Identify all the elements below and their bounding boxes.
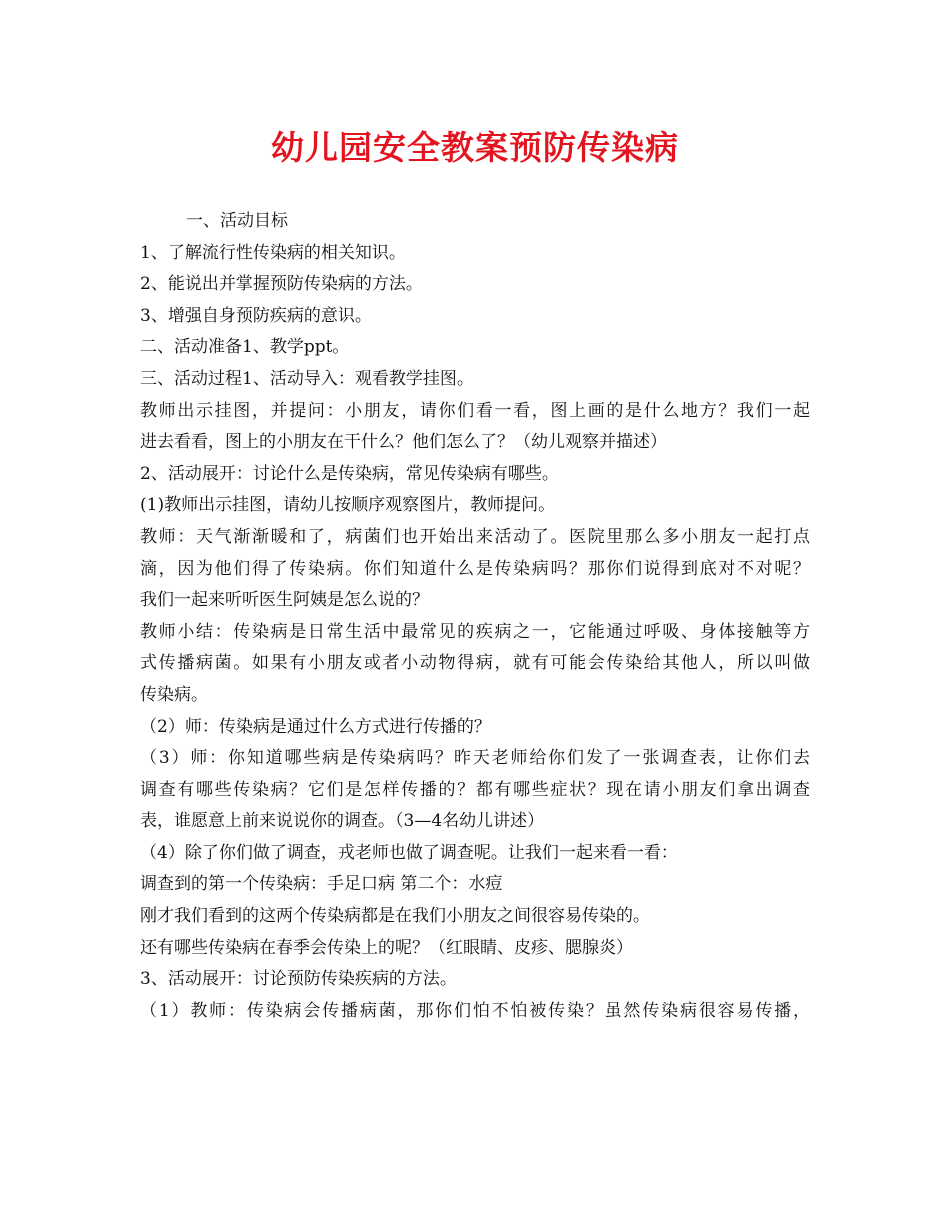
paragraph-line: 式传播病菌。如果有小朋友或者小动物得病，就有可能会传染给其他人，所以叫做 <box>140 653 810 674</box>
paragraph-line: 教师出示挂图，并提问：小朋友，请你们看一看，图上画的是什么地方？我们一起 <box>140 400 810 421</box>
paragraph-line: 进去看看，图上的小朋友在干什么？他们怎么了？（幼儿观察并描述） <box>140 432 667 453</box>
paragraph-line: 传染病。 <box>140 684 208 705</box>
document-title: 幼儿园安全教案预防传染病 <box>271 128 679 167</box>
paragraph-line: （3）师：你知道哪些病是传染病吗？昨天老师给你们发了一张调查表，让你们去 <box>140 748 810 769</box>
paragraph-line: （4）除了你们做了调查，戎老师也做了调查呢。让我们一起来看一看： <box>140 842 678 863</box>
paragraph-line: 调查到的第一个传染病：手足口病 第二个：水痘 <box>140 874 503 895</box>
paragraph-line: 刚才我们看到的这两个传染病都是在我们小朋友之间很容易传染的。 <box>140 906 650 927</box>
paragraph-line: (1)教师出示挂图，请幼儿按顺序观察图片，教师提问。 <box>140 495 556 516</box>
paragraph-line: 教师小结：传染病是日常生活中最常见的疾病之一，它能通过呼吸、身体接触等方 <box>140 621 810 642</box>
section-heading-preparation: 二、活动准备1、教学ppt。 <box>140 337 350 358</box>
section-heading-methods: 3、活动展开：讨论预防传染疾病的方法。 <box>140 969 457 990</box>
paragraph-line: 表，谁愿意上前来说说你的调查。（3—4名幼儿讲述） <box>140 811 545 832</box>
paragraph-line: 2、活动展开：讨论什么是传染病，常见传染病有哪些。 <box>140 463 559 484</box>
paragraph-line: 还有哪些传染病在春季会传染上的呢？（红眼睛、皮疹、腮腺炎） <box>140 937 633 958</box>
paragraph-line: （2）师：传染病是通过什么方式进行传播的？ <box>140 716 491 737</box>
paragraph-line: 1、了解流行性传染病的相关知识。 <box>140 242 406 263</box>
document-body <box>140 206 816 1027</box>
section-heading-goals: 一、活动目标 <box>186 211 288 231</box>
paragraph-line: （1）教师：传染病会传播病菌，那你们怕不怕被传染？虽然传染病很容易传播， <box>140 1000 810 1021</box>
paragraph-line: 我们一起来听听医生阿姨是怎么说的？ <box>140 590 429 611</box>
paragraph-line: 2、能说出并掌握预防传染病的方法。 <box>140 274 423 295</box>
paragraph-line: 滴，因为他们得了传染病。你们知道什么是传染病吗？那你们说得到底对不对呢？ <box>140 558 810 579</box>
paragraph-line: 3、增强自身预防疾病的意识。 <box>140 305 372 326</box>
paragraph-line: 调查有哪些传染病？它们是怎样传播的？都有哪些症状？现在请小朋友们拿出调查 <box>140 779 810 800</box>
section-heading-process: 三、活动过程1、活动导入：观看教学挂图。 <box>140 368 474 389</box>
paragraph-line: 教师：天气渐渐暖和了，病菌们也开始出来活动了。医院里那么多小朋友一起打点 <box>140 526 810 547</box>
